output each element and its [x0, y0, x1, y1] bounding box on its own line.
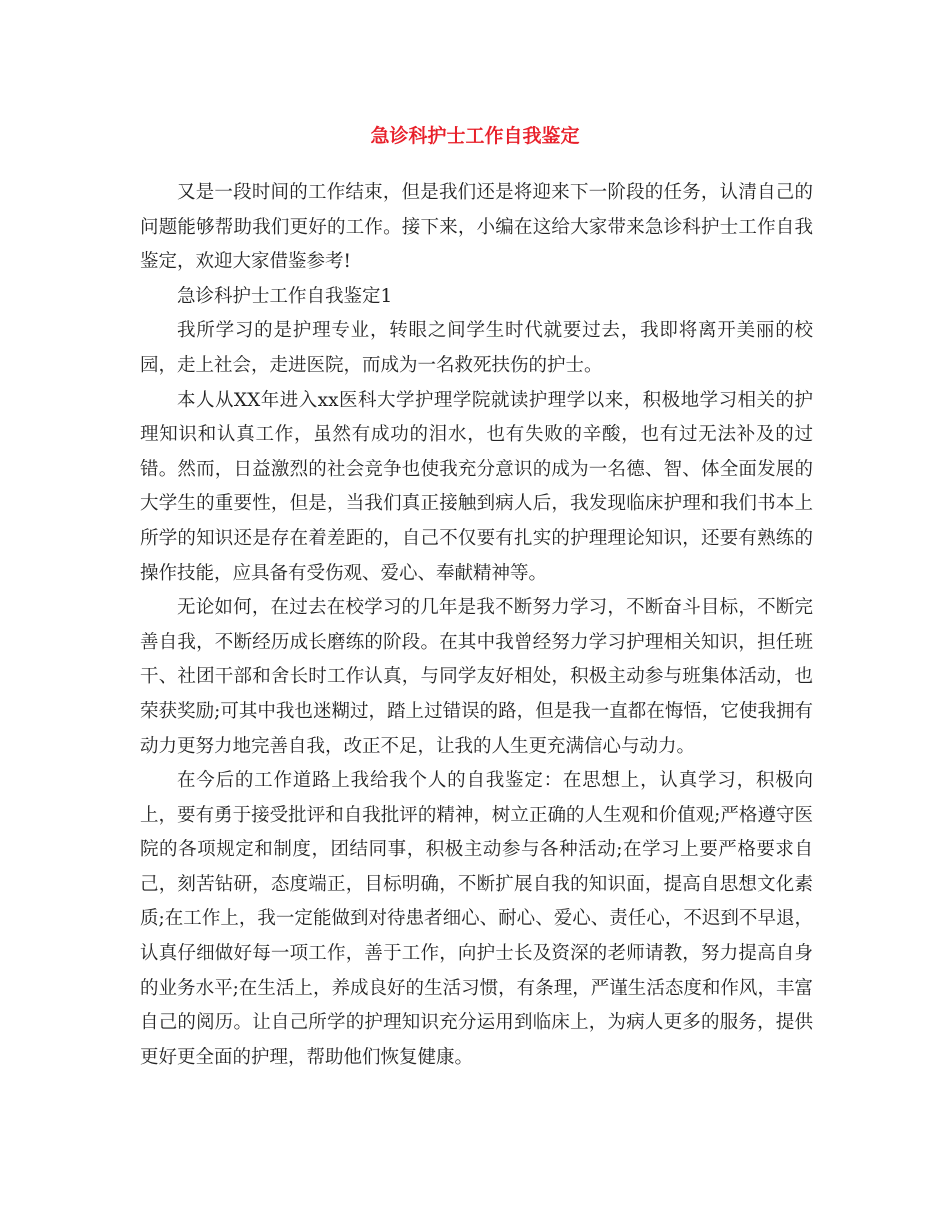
body-paragraph: 本人从XX年进入xx医科大学护理学院就读护理学以来，积极地学习相关的护理知识和认真工作，虽然有成功的泪水，也有失败的辛酸，也有过无法补及的过错。然而，日益激烈的社会竞争也使我充分意识的成为一名德、智、体全面发展的大学生的重要性，但是，当我们真正接触到病人后，我发现临床护理和我们书本上所学的知识还是存在着差距的，自己不仅要有扎实的护理理论知识，还要有熟练的操作技能，应具备有受伤观、爱心、奉献精神等。 — [140, 389, 813, 584]
body-paragraph: 在今后的工作道路上我给我个人的自我鉴定：在思想上，认真学习，积极向上，要有勇于接受批评和自我批评的精神，树立正确的人生观和价值观;严格遵守医院的各项规定和制度，团结同事，积极主动参与各种活动;在学习上要严格要求自己，刻苦钻研，态度端正，目标明确，不断扩展自我的知识面，提高自思想文化素质;在工作上，我一定能做到对待患者细心、耐心、爱心、责任心，不迟到不早退，认真仔细做好每一项工作，善于工作，向护士长及资深的老师请教，努力提高自身的业务水平;在生活上，养成良好的生活习惯，有条理，严谨生活态度和作风，丰富自己的阅历。让自己所学的护理知识充分运用到临床上，为病人更多的服务，提供更好更全面的护理，帮助他们恢复健康。 — [140, 770, 813, 1068]
body-paragraph: 无论如何，在过去在校学习的几年是我不断努力学习，不断奋斗目标，不断完善自我，不断经历成长磨练的阶段。在其中我曾经努力学习护理相关知识，担任班干、社团干部和舍长时工作认真，与同学友好相处，积极主动参与班集体活动，也荣获奖励;可其中我也迷糊过，踏上过错误的路，但是我一直都在悔悟，它使我拥有动力更努力地完善自我，改正不足，让我的人生更充满信心与动力。 — [140, 597, 813, 757]
body-paragraph: 我所学习的是护理专业，转眼之间学生时代就要过去，我即将离开美丽的校园，走上社会，走进医院，而成为一名救死扶伤的护士。 — [140, 320, 813, 376]
document-title: 急诊科护士工作自我鉴定 — [370, 125, 580, 147]
section-heading: 急诊科护士工作自我鉴定1 — [177, 285, 393, 307]
intro-paragraph: 又是一段时间的工作结束，但是我们还是将迎来下一阶段的任务，认清自己的问题能够帮助我们更好的工作。接下来，小编在这给大家带来急诊科护士工作自我鉴定，欢迎大家借鉴参考! — [140, 182, 813, 273]
document-body — [140, 176, 813, 1075]
